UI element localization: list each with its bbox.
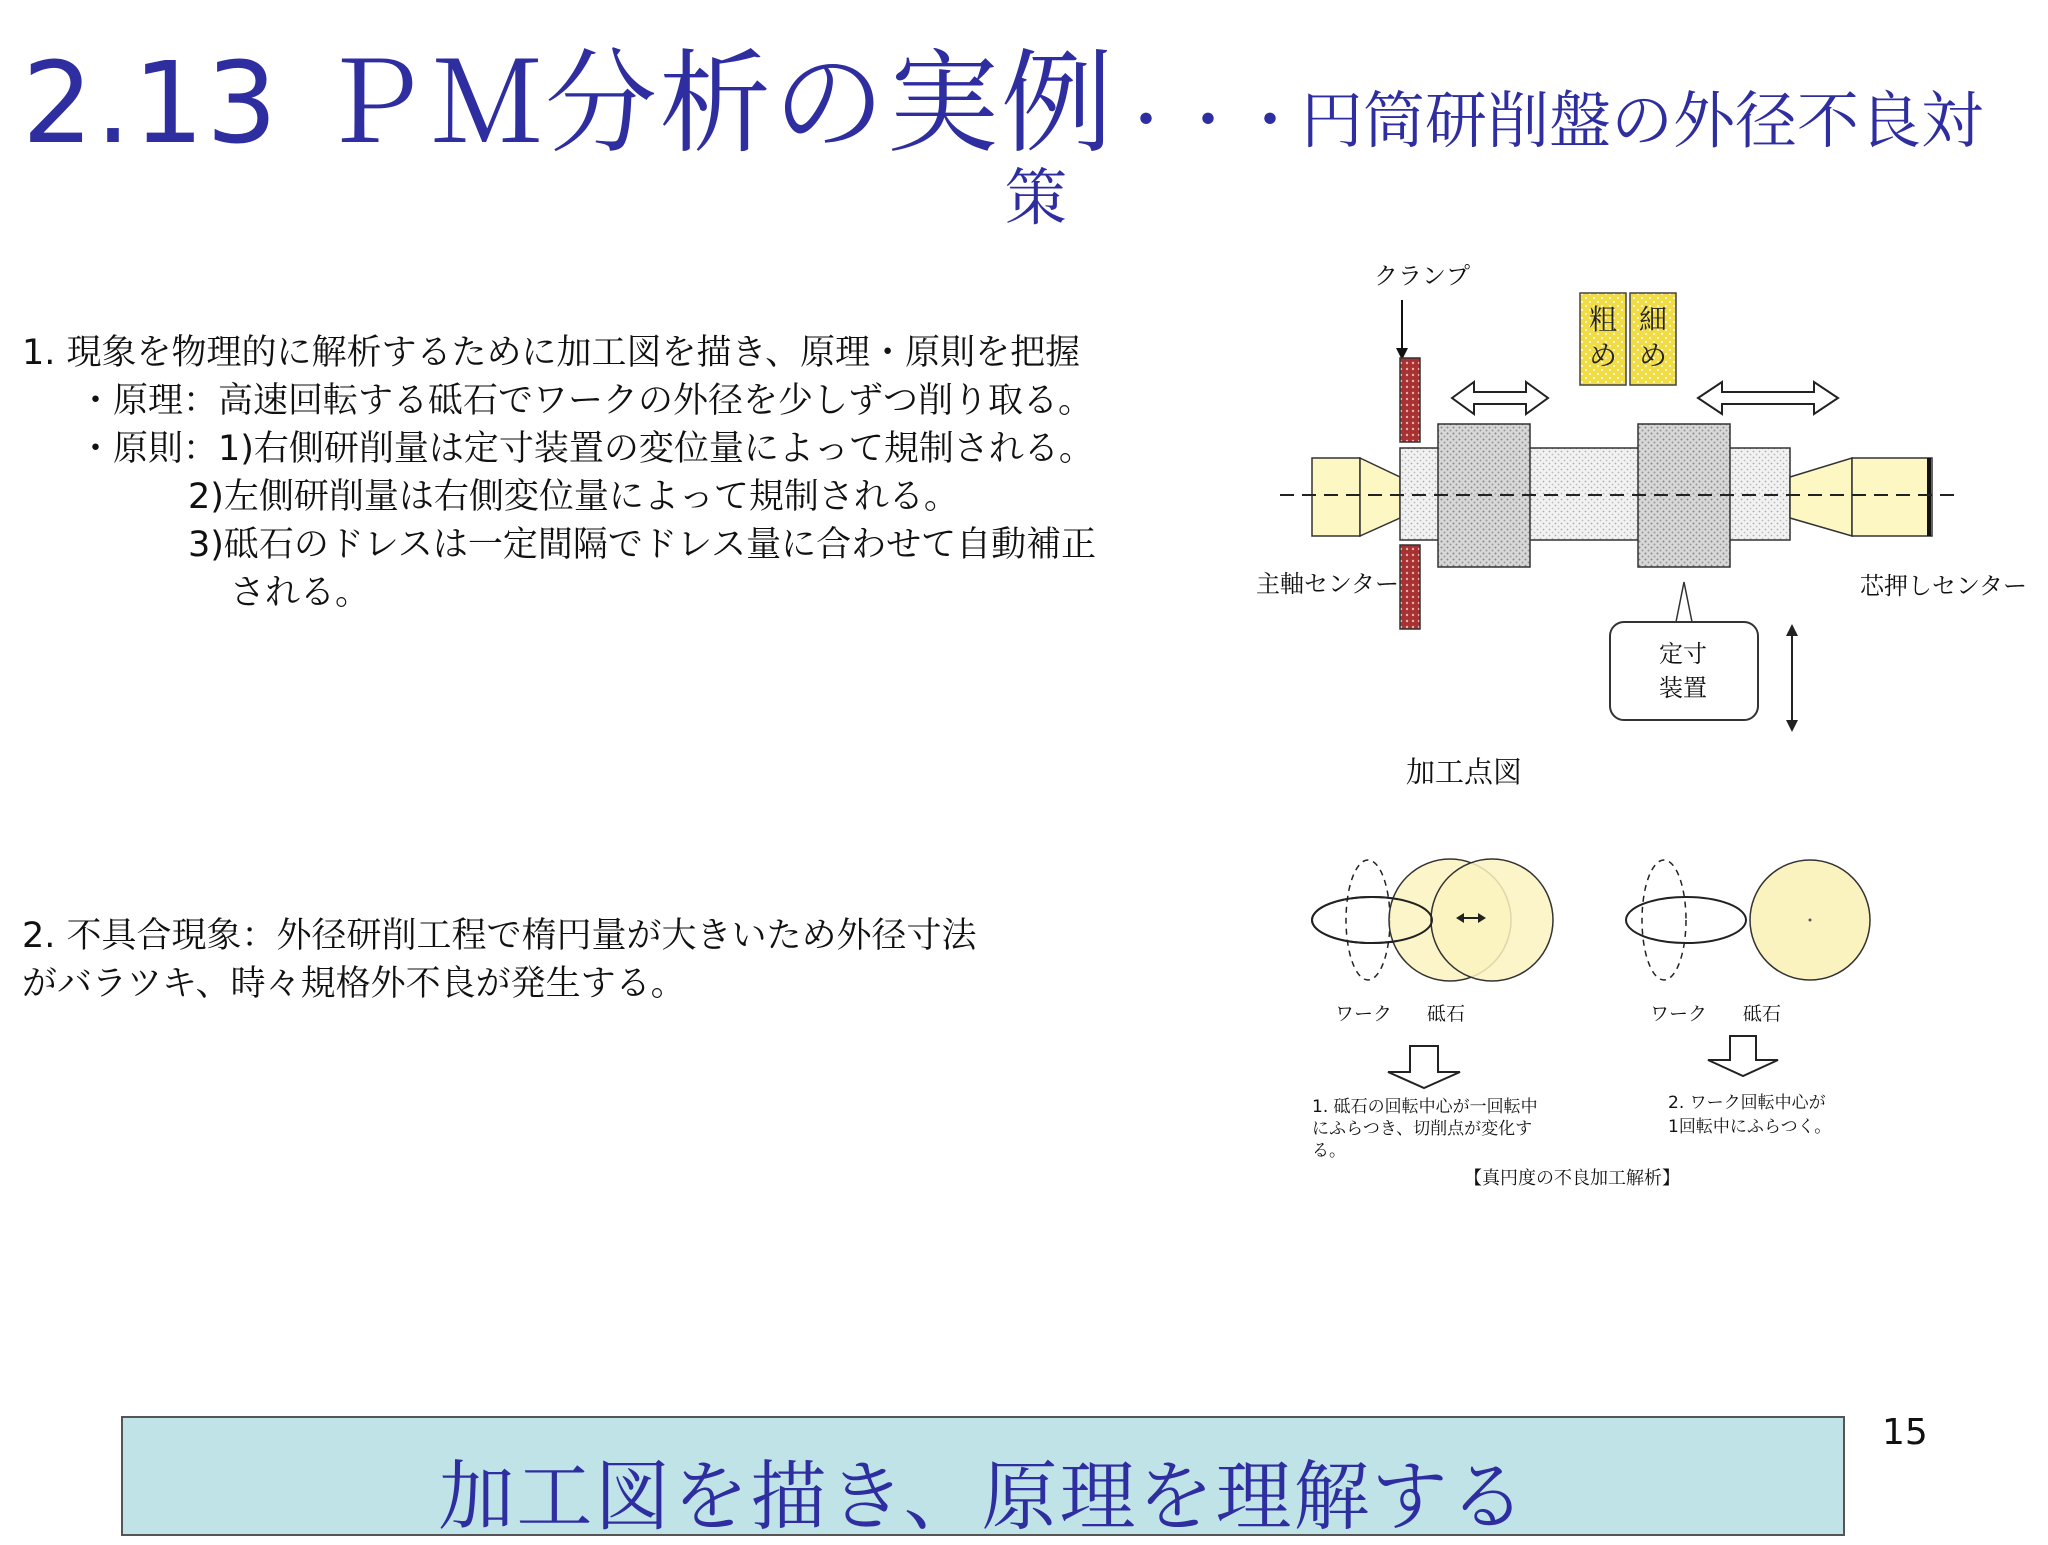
section1-heading: 1. 現象を物理的に解析するために加工図を描き、原理・原則を把握 [22,333,1081,373]
machining-diagram-caption: 加工点図 [1406,755,1523,789]
section1-rule-3-cont: される。 [230,573,371,613]
gauge-label-1: 定寸 [1659,640,1707,668]
section1-rule-2: 2)左側研削量は右側変位量によって規制される。 [188,477,959,517]
section1-principle: ・原理：高速回転する砥石でワークの外径を少しずつ削り取る。 [78,381,1094,421]
clamp-upper-plate [1400,358,1420,442]
fine-label-1: 細 [1638,303,1667,336]
analysis-caption: 【真円度の不良加工解析】 [1464,1168,1680,1189]
section2-heading: 2. 不具合現象：外径研削工程で楕円量が大きいため外径寸法 [22,916,977,956]
section2-text: がバラツキ、時々規格外不良が発生する。 [22,964,686,1004]
analysis-note2-line2: 1回転中にふらつく。 [1668,1117,1832,1137]
gauge-pointer [1676,582,1692,622]
spindle-center-label: 主軸センター [1256,570,1400,598]
analysis-note1-line1: 1. 砥石の回転中心が一回転中 [1312,1097,1538,1117]
tailstock-center-tip [1790,458,1852,536]
clamp-label: クランプ [1374,262,1470,290]
analysis-note2-line1: 2. ワーク回転中心が [1668,1093,1826,1113]
rough-label-2: め [1588,339,1617,372]
rough-label-1: 粗 [1588,303,1617,336]
tailstock-center-body [1852,458,1932,536]
clamp-lower-plate [1400,545,1420,629]
down-arrow-left [1388,1046,1460,1088]
wheel-circle-left-b [1431,859,1553,981]
wheel-label-left: 砥石 [1427,1003,1466,1025]
title-main: 2.13 ＰＭ分析の実例 [22,39,1115,169]
page-number: 15 [1882,1412,1928,1453]
section1-rule-3: 3)砥石のドレスは一定間隔でドレス量に合わせて自動補正 [188,525,1097,565]
analysis-note1-line3: る。 [1312,1141,1346,1161]
summary-banner [121,1416,1845,1541]
spindle-center-body [1312,458,1360,536]
analysis-note1-line2: にふらつき、切削点が変化す [1312,1119,1533,1139]
summary-banner-text: 加工図を描き、原理を理解する [438,1452,1528,1541]
right-feed-arrow [1698,382,1838,414]
gauge-travel-arrow-top [1786,624,1798,636]
spindle-center-tip [1360,458,1400,536]
title-continuation: 策 [1005,161,1068,234]
gauge-label-2: 装置 [1659,674,1707,702]
tailstock-center-label: 芯押しセンター [1860,572,2028,600]
fine-label-2: め [1638,339,1667,372]
work-ellipse-vertical-right [1642,860,1686,980]
left-feed-arrow [1452,382,1548,414]
wheel-label-right: 砥石 [1743,1003,1782,1025]
title-sub: ・・・円筒研削盤の外径不良対 [1114,84,1983,157]
gauge-travel-arrow-bottom [1786,720,1798,732]
down-arrow-right [1708,1036,1778,1076]
section1-rule-1: ・原則：1)右側研削量は定寸装置の変位量によって規制される。 [78,429,1094,469]
work-label-right: ワーク [1650,1003,1708,1025]
work-ellipse-vertical-left [1346,860,1390,980]
work-label-left: ワーク [1335,1003,1393,1025]
